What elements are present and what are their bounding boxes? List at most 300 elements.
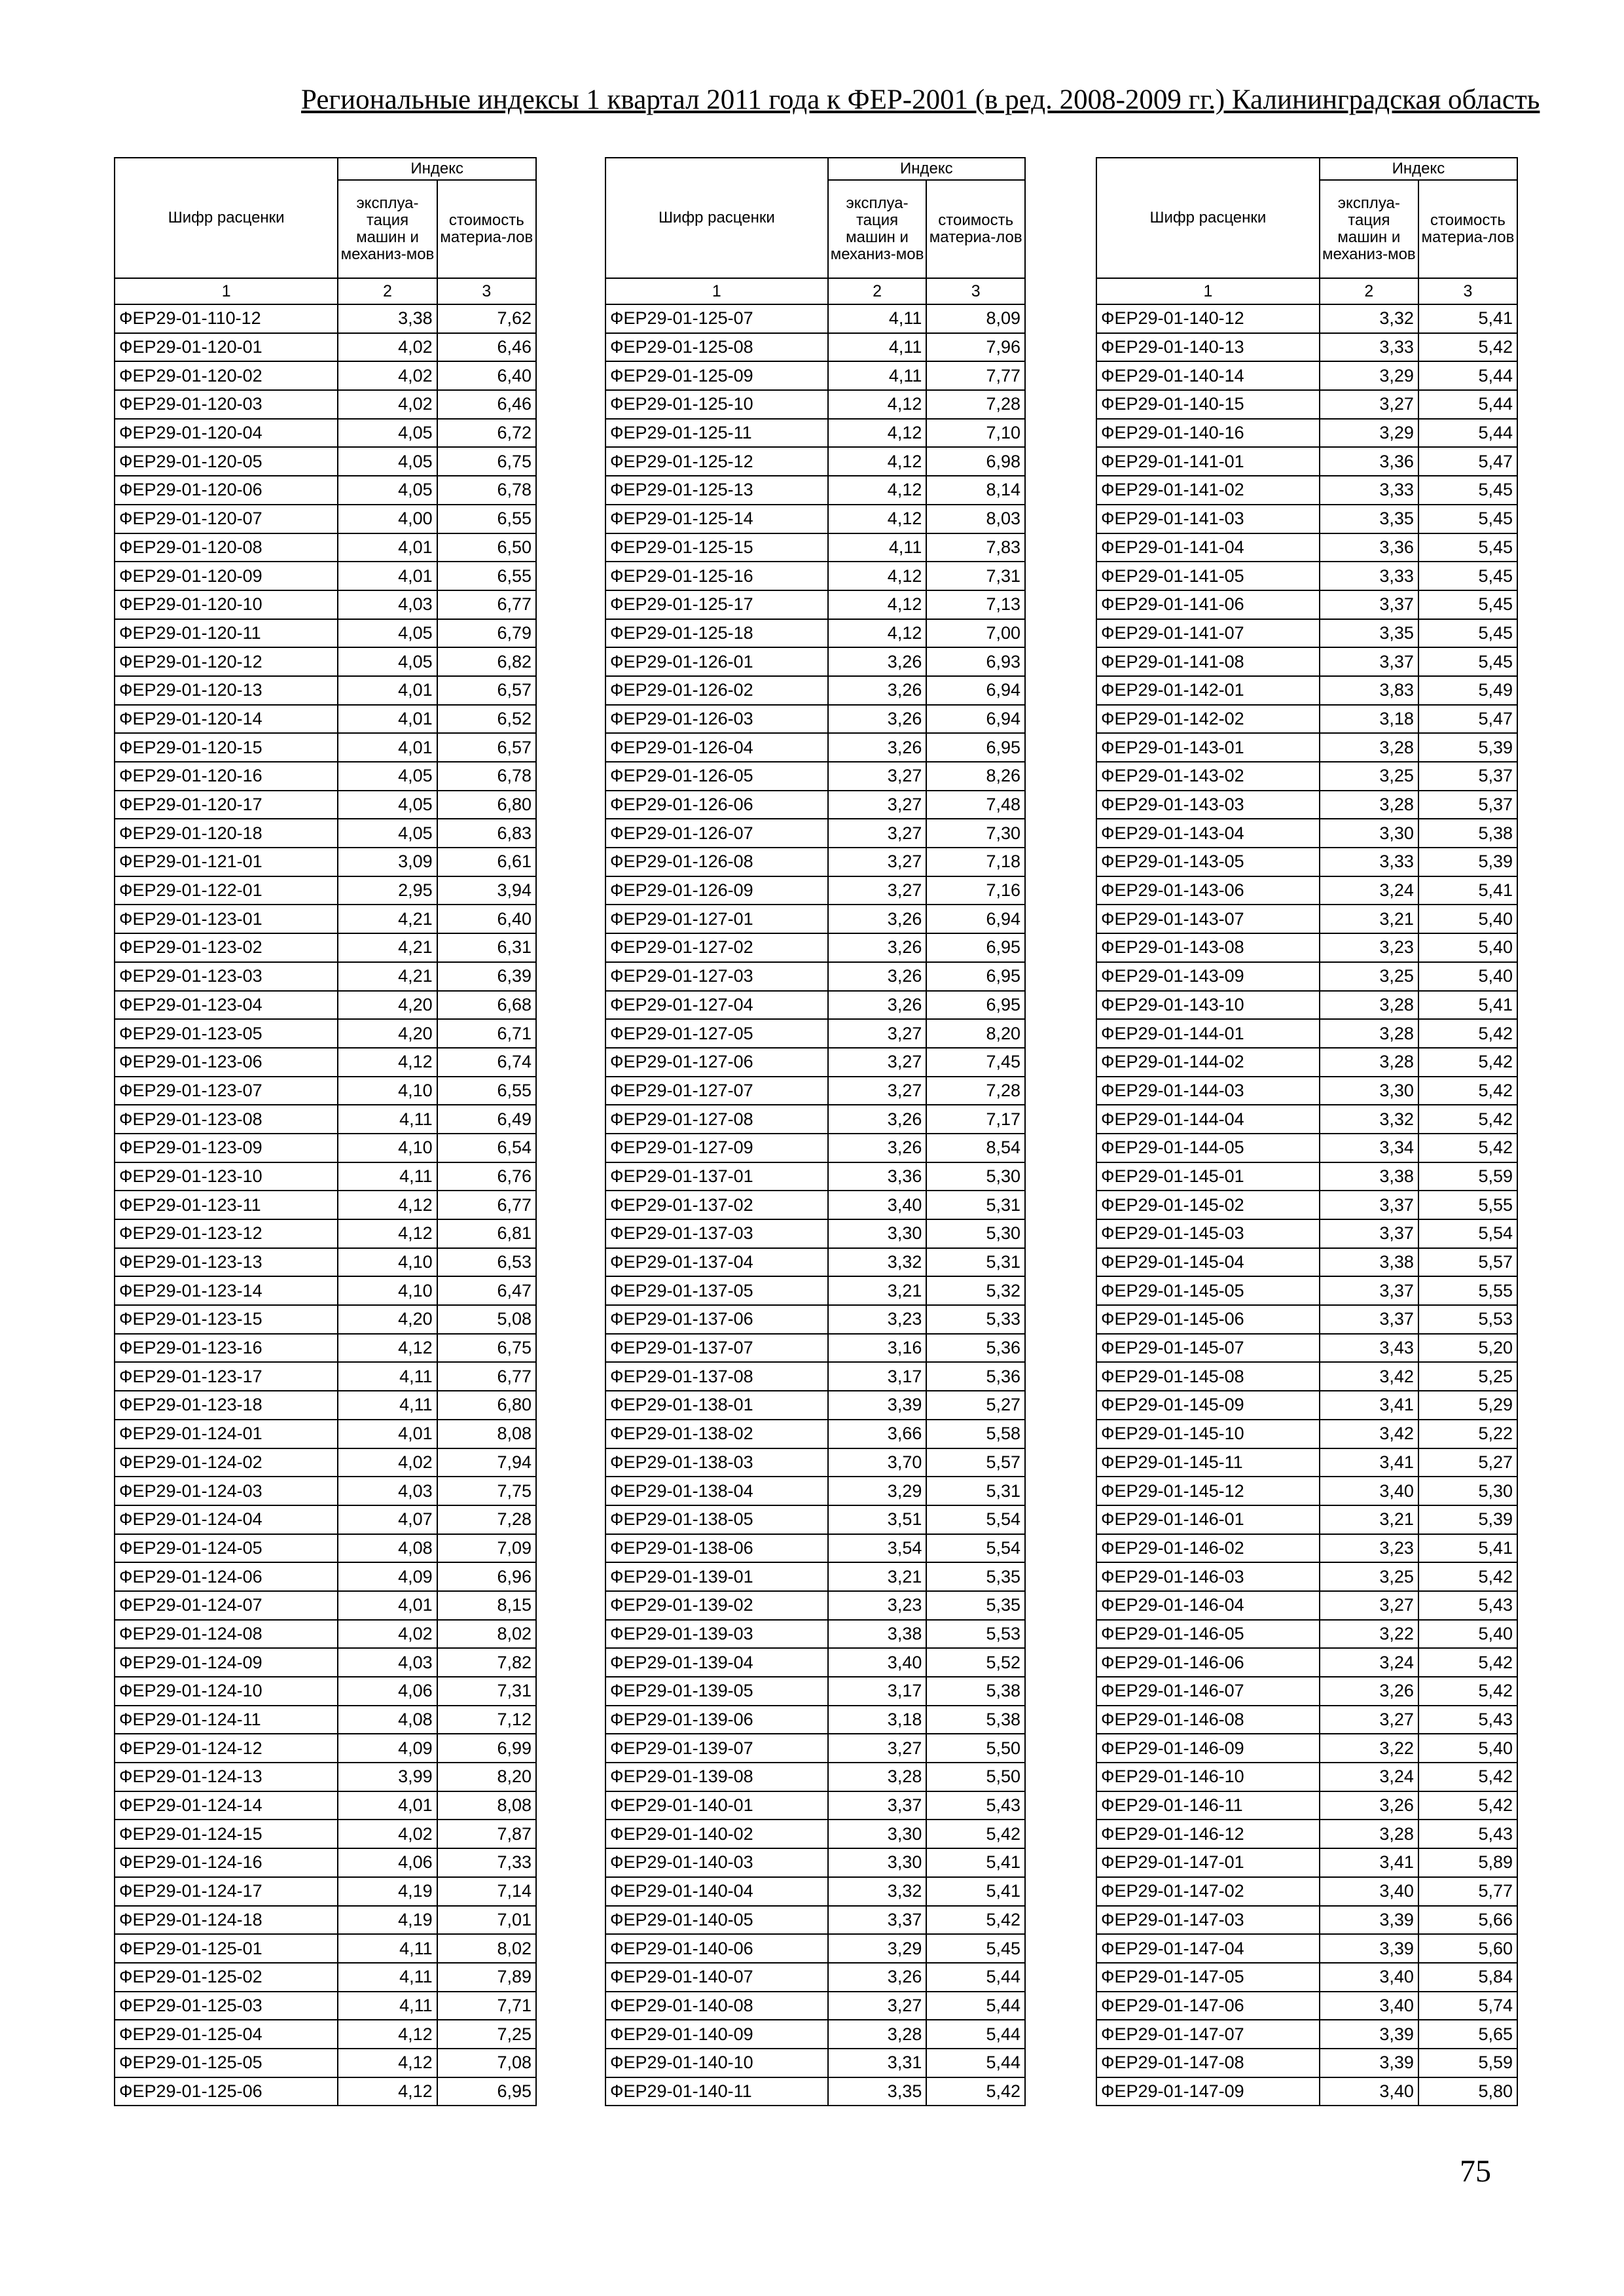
material-index-cell: 5,74: [1418, 1992, 1517, 2020]
rate-code-cell: ФЕР29-01-140-11: [605, 2077, 828, 2106]
machine-index-cell: 4,05: [338, 819, 437, 848]
machine-index-cell: 3,37: [1320, 1305, 1418, 1334]
machine-index-cell: 3,99: [338, 1763, 437, 1791]
machine-index-cell: 3,70: [828, 1448, 927, 1477]
machine-index-cell: 4,03: [338, 1648, 437, 1677]
material-index-cell: 7,30: [926, 819, 1025, 848]
rate-code-cell: ФЕР29-01-124-18: [115, 1906, 338, 1935]
table-row: [115, 1877, 536, 1906]
table-row: [605, 1820, 1025, 1848]
material-index-cell: 5,47: [1418, 705, 1517, 734]
table-row: [605, 762, 1025, 791]
rate-code-cell: ФЕР29-01-141-01: [1096, 447, 1320, 476]
machine-index-cell: 4,20: [338, 1019, 437, 1048]
page-title: Региональные индексы 1 квартал 2011 года к ФЕР-2001 (в ред. 2008-2009 гг.) Калининградская область: [301, 84, 1540, 115]
table-row: [1096, 905, 1517, 933]
rate-code-cell: ФЕР29-01-146-05: [1096, 1620, 1320, 1649]
rate-code-cell: ФЕР29-01-120-11: [115, 619, 338, 648]
table-row: [1096, 1191, 1517, 1219]
rate-code-cell: ФЕР29-01-140-03: [605, 1848, 828, 1877]
machine-index-cell: 4,21: [338, 905, 437, 933]
table-row: [115, 2077, 536, 2106]
table-row: [1096, 819, 1517, 848]
machine-index-cell: 3,24: [1320, 1763, 1418, 1791]
machine-index-cell: 4,07: [338, 1505, 437, 1534]
table-row: [115, 905, 536, 933]
material-index-cell: 5,38: [926, 1677, 1025, 1706]
material-index-cell: 5,44: [926, 1992, 1025, 2020]
material-index-cell: 5,39: [1418, 848, 1517, 876]
material-index-cell: 5,35: [926, 1591, 1025, 1620]
table-row: [115, 1534, 536, 1563]
table-row: [115, 505, 536, 533]
rate-code-cell: ФЕР29-01-123-05: [115, 1019, 338, 1048]
header-col-number: 1: [605, 278, 828, 304]
table-row: [1096, 1305, 1517, 1334]
material-index-cell: 6,77: [437, 1362, 536, 1391]
material-index-cell: 7,33: [437, 1848, 536, 1877]
table-row: [1096, 590, 1517, 619]
table-row: [605, 1134, 1025, 1162]
material-index-cell: 6,95: [926, 733, 1025, 762]
rate-code-cell: ФЕР29-01-137-02: [605, 1191, 828, 1219]
header-index: Индекс: [828, 158, 1025, 180]
table-row: [1096, 304, 1517, 333]
material-index-cell: 5,32: [926, 1276, 1025, 1305]
machine-index-cell: 4,05: [338, 476, 437, 505]
machine-index-cell: 3,28: [1320, 733, 1418, 762]
table-row: [605, 1620, 1025, 1649]
material-index-cell: 6,57: [437, 733, 536, 762]
rate-code-cell: ФЕР29-01-139-02: [605, 1591, 828, 1620]
machine-index-cell: 4,10: [338, 1134, 437, 1162]
rate-code-cell: ФЕР29-01-123-17: [115, 1362, 338, 1391]
table-row: [605, 733, 1025, 762]
table-row: [605, 1505, 1025, 1534]
machine-index-cell: 4,19: [338, 1877, 437, 1906]
material-index-cell: 6,94: [926, 905, 1025, 933]
machine-index-cell: 3,27: [828, 1992, 927, 2020]
rate-code-cell: ФЕР29-01-140-05: [605, 1906, 828, 1935]
rate-code-cell: ФЕР29-01-139-08: [605, 1763, 828, 1791]
rate-code-cell: ФЕР29-01-145-04: [1096, 1248, 1320, 1277]
machine-index-cell: 3,21: [828, 1562, 927, 1591]
table-row: [605, 1677, 1025, 1706]
rate-code-cell: ФЕР29-01-145-12: [1096, 1477, 1320, 1505]
machine-index-cell: 4,01: [338, 676, 437, 705]
material-index-cell: 7,01: [437, 1906, 536, 1935]
machine-index-cell: 3,23: [828, 1305, 927, 1334]
table-row: [1096, 705, 1517, 734]
table-row: [605, 647, 1025, 676]
machine-index-cell: 4,12: [828, 476, 927, 505]
machine-index-cell: 4,12: [338, 2020, 437, 2049]
machine-index-cell: 4,08: [338, 1706, 437, 1734]
machine-index-cell: 3,25: [1320, 762, 1418, 791]
header-col-number: 2: [1320, 278, 1418, 304]
rate-code-cell: ФЕР29-01-145-05: [1096, 1276, 1320, 1305]
material-index-cell: 5,57: [1418, 1248, 1517, 1277]
machine-index-cell: 3,22: [1320, 1734, 1418, 1763]
machine-index-cell: 4,01: [338, 705, 437, 734]
machine-index-cell: 3,37: [828, 1791, 927, 1820]
material-index-cell: 5,45: [1418, 505, 1517, 533]
machine-index-cell: 3,27: [1320, 1591, 1418, 1620]
machine-index-cell: 3,28: [1320, 991, 1418, 1020]
table-row: [1096, 1992, 1517, 2020]
rate-code-cell: ФЕР29-01-141-07: [1096, 619, 1320, 648]
material-index-cell: 5,65: [1418, 2020, 1517, 2049]
machine-index-cell: 3,30: [828, 1219, 927, 1248]
table-row: [605, 2020, 1025, 2049]
machine-index-cell: 3,23: [828, 1591, 927, 1620]
material-index-cell: 8,02: [437, 1620, 536, 1649]
material-index-cell: 5,29: [1418, 1391, 1517, 1420]
material-index-cell: 5,54: [926, 1534, 1025, 1563]
table-row: [1096, 1648, 1517, 1677]
machine-index-cell: 3,27: [828, 1734, 927, 1763]
machine-index-cell: 3,39: [1320, 2020, 1418, 2049]
rate-code-cell: ФЕР29-01-125-15: [605, 533, 828, 562]
rate-code-cell: ФЕР29-01-137-04: [605, 1248, 828, 1277]
material-index-cell: 6,99: [437, 1734, 536, 1763]
machine-index-cell: 3,51: [828, 1505, 927, 1534]
material-index-cell: 7,77: [926, 361, 1025, 390]
material-index-cell: 5,42: [1418, 1105, 1517, 1134]
material-index-cell: 6,93: [926, 647, 1025, 676]
header-col-number: 2: [338, 278, 437, 304]
material-index-cell: 7,87: [437, 1820, 536, 1848]
machine-index-cell: 4,01: [338, 1591, 437, 1620]
material-index-cell: 5,41: [1418, 991, 1517, 1020]
table-row: [1096, 476, 1517, 505]
material-index-cell: 6,78: [437, 476, 536, 505]
rate-code-cell: ФЕР29-01-146-12: [1096, 1820, 1320, 1848]
table-row: [115, 1162, 536, 1191]
rate-code-cell: ФЕР29-01-127-03: [605, 962, 828, 991]
table-row: [115, 1248, 536, 1277]
machine-index-cell: 4,02: [338, 333, 437, 362]
table-row: [115, 1305, 536, 1334]
material-index-cell: 6,54: [437, 1134, 536, 1162]
material-index-cell: 6,78: [437, 762, 536, 791]
rate-code-cell: ФЕР29-01-127-05: [605, 1019, 828, 1048]
material-index-cell: 6,83: [437, 819, 536, 848]
rate-code-cell: ФЕР29-01-125-04: [115, 2020, 338, 2049]
rate-code-cell: ФЕР29-01-141-06: [1096, 590, 1320, 619]
machine-index-cell: 3,26: [828, 733, 927, 762]
table-row: [605, 476, 1025, 505]
machine-index-cell: 3,35: [1320, 505, 1418, 533]
material-index-cell: 5,41: [1418, 1534, 1517, 1563]
material-index-cell: 5,45: [1418, 590, 1517, 619]
machine-index-cell: 3,40: [1320, 1992, 1418, 2020]
machine-index-cell: 3,43: [1320, 1334, 1418, 1363]
machine-index-cell: 3,27: [828, 819, 927, 848]
material-index-cell: 6,81: [437, 1219, 536, 1248]
material-index-cell: 5,42: [1418, 1048, 1517, 1077]
material-index-cell: 6,55: [437, 1077, 536, 1105]
table-row: [1096, 1077, 1517, 1105]
table-row: [115, 1591, 536, 1620]
table-row: [115, 848, 536, 876]
rate-code-cell: ФЕР29-01-120-13: [115, 676, 338, 705]
rate-code-cell: ФЕР29-01-127-09: [605, 1134, 828, 1162]
material-index-cell: 7,48: [926, 791, 1025, 819]
rate-code-cell: ФЕР29-01-139-06: [605, 1706, 828, 1734]
table-row: [1096, 1505, 1517, 1534]
material-index-cell: 5,33: [926, 1305, 1025, 1334]
material-index-cell: 5,40: [1418, 1734, 1517, 1763]
machine-index-cell: 3,38: [828, 1620, 927, 1649]
rate-code-cell: ФЕР29-01-120-14: [115, 705, 338, 734]
table-row: [1096, 1334, 1517, 1363]
table-row: [115, 1191, 536, 1219]
machine-index-cell: 4,01: [338, 562, 437, 590]
rate-code-cell: ФЕР29-01-139-04: [605, 1648, 828, 1677]
table-row: [605, 676, 1025, 705]
machine-index-cell: 4,01: [338, 533, 437, 562]
rate-code-cell: ФЕР29-01-140-13: [1096, 333, 1320, 362]
machine-index-cell: 3,39: [1320, 1934, 1418, 1963]
rate-code-cell: ФЕР29-01-120-04: [115, 419, 338, 448]
material-index-cell: 3,94: [437, 876, 536, 905]
table-row: [1096, 1162, 1517, 1191]
table-row: [1096, 1048, 1517, 1077]
machine-index-cell: 4,12: [338, 2049, 437, 2077]
rate-code-cell: ФЕР29-01-147-07: [1096, 2020, 1320, 2049]
table-row: [605, 1448, 1025, 1477]
table-row: [115, 361, 536, 390]
rate-code-cell: ФЕР29-01-140-02: [605, 1820, 828, 1848]
table-row: [1096, 991, 1517, 1020]
rate-code-cell: ФЕР29-01-123-08: [115, 1105, 338, 1134]
machine-index-cell: 3,27: [828, 876, 927, 905]
table-row: [1096, 361, 1517, 390]
machine-index-cell: 4,10: [338, 1276, 437, 1305]
material-index-cell: 5,60: [1418, 1934, 1517, 1963]
material-index-cell: 6,40: [437, 905, 536, 933]
rate-code-cell: ФЕР29-01-125-12: [605, 447, 828, 476]
rate-code-cell: ФЕР29-01-141-08: [1096, 647, 1320, 676]
machine-index-cell: 3,18: [828, 1706, 927, 1734]
table-row: [115, 419, 536, 448]
table-row: [1096, 733, 1517, 762]
material-index-cell: 6,77: [437, 1191, 536, 1219]
machine-index-cell: 4,20: [338, 991, 437, 1020]
material-index-cell: 8,26: [926, 762, 1025, 791]
table-row: [115, 1505, 536, 1534]
rate-code-cell: ФЕР29-01-126-06: [605, 791, 828, 819]
table-row: [115, 1677, 536, 1706]
table-row: [115, 1791, 536, 1820]
rate-code-cell: ФЕР29-01-137-05: [605, 1276, 828, 1305]
rate-code-cell: ФЕР29-01-140-09: [605, 2020, 828, 2049]
table-row: [1096, 2049, 1517, 2077]
material-index-cell: 6,53: [437, 1248, 536, 1277]
table-row: [115, 791, 536, 819]
rate-code-cell: ФЕР29-01-145-08: [1096, 1362, 1320, 1391]
machine-index-cell: 3,32: [1320, 304, 1418, 333]
material-index-cell: 5,41: [1418, 876, 1517, 905]
machine-index-cell: 4,11: [828, 533, 927, 562]
rate-code-cell: ФЕР29-01-125-02: [115, 1963, 338, 1992]
machine-index-cell: 4,21: [338, 933, 437, 962]
material-index-cell: 7,28: [926, 390, 1025, 419]
rate-code-cell: ФЕР29-01-146-01: [1096, 1505, 1320, 1534]
material-index-cell: 5,59: [1418, 2049, 1517, 2077]
rate-code-cell: ФЕР29-01-145-06: [1096, 1305, 1320, 1334]
table-row: [115, 1391, 536, 1420]
material-index-cell: 7,28: [437, 1505, 536, 1534]
material-index-cell: 5,66: [1418, 1906, 1517, 1935]
table-row: [115, 476, 536, 505]
material-index-cell: 7,09: [437, 1534, 536, 1563]
header-machines: эксплуа-тация машин и механиз-мов: [828, 180, 927, 278]
table-row: [115, 676, 536, 705]
rate-code-cell: ФЕР29-01-142-02: [1096, 705, 1320, 734]
machine-index-cell: 3,21: [828, 1276, 927, 1305]
material-index-cell: 5,42: [1418, 1019, 1517, 1048]
rate-code-cell: ФЕР29-01-120-01: [115, 333, 338, 362]
rate-code-cell: ФЕР29-01-127-02: [605, 933, 828, 962]
material-index-cell: 6,75: [437, 1334, 536, 1363]
index-table-3: [1096, 157, 1518, 2106]
table-row: [605, 905, 1025, 933]
material-index-cell: 6,77: [437, 590, 536, 619]
material-index-cell: 6,46: [437, 333, 536, 362]
rate-code-cell: ФЕР29-01-138-02: [605, 1420, 828, 1448]
table-row: [605, 2049, 1025, 2077]
rate-code-cell: ФЕР29-01-127-04: [605, 991, 828, 1020]
rate-code-cell: ФЕР29-01-141-03: [1096, 505, 1320, 533]
material-index-cell: 6,68: [437, 991, 536, 1020]
table-row: [115, 1276, 536, 1305]
table-row: [115, 1848, 536, 1877]
rate-code-cell: ФЕР29-01-120-17: [115, 791, 338, 819]
machine-index-cell: 3,26: [828, 647, 927, 676]
table-row: [1096, 333, 1517, 362]
rate-code-cell: ФЕР29-01-120-08: [115, 533, 338, 562]
table-row: [115, 1448, 536, 1477]
machine-index-cell: 4,02: [338, 1448, 437, 1477]
rate-code-cell: ФЕР29-01-142-01: [1096, 676, 1320, 705]
rate-code-cell: ФЕР29-01-143-08: [1096, 933, 1320, 962]
rate-code-cell: ФЕР29-01-140-14: [1096, 361, 1320, 390]
machine-index-cell: 4,19: [338, 1906, 437, 1935]
rate-code-cell: ФЕР29-01-144-04: [1096, 1105, 1320, 1134]
rate-code-cell: ФЕР29-01-125-05: [115, 2049, 338, 2077]
machine-index-cell: 4,11: [828, 333, 927, 362]
table-row: [605, 1162, 1025, 1191]
machine-index-cell: 3,31: [828, 2049, 927, 2077]
machine-index-cell: 4,01: [338, 1420, 437, 1448]
material-index-cell: 6,55: [437, 562, 536, 590]
table-row: [605, 304, 1025, 333]
rate-code-cell: ФЕР29-01-124-07: [115, 1591, 338, 1620]
machine-index-cell: 4,05: [338, 619, 437, 648]
table-row: [605, 1791, 1025, 1820]
table-row: [605, 1562, 1025, 1591]
table-row: [1096, 791, 1517, 819]
rate-code-cell: ФЕР29-01-146-09: [1096, 1734, 1320, 1763]
rate-code-cell: ФЕР29-01-145-11: [1096, 1448, 1320, 1477]
table-row: [1096, 1105, 1517, 1134]
material-index-cell: 5,42: [1418, 1648, 1517, 1677]
material-index-cell: 6,95: [926, 962, 1025, 991]
machine-index-cell: 4,06: [338, 1677, 437, 1706]
rate-code-cell: ФЕР29-01-140-04: [605, 1877, 828, 1906]
material-index-cell: 6,79: [437, 619, 536, 648]
machine-index-cell: 3,39: [1320, 2049, 1418, 2077]
rate-code-cell: ФЕР29-01-144-01: [1096, 1019, 1320, 1048]
machine-index-cell: 3,37: [1320, 590, 1418, 619]
material-index-cell: 7,31: [926, 562, 1025, 590]
table-row: [605, 447, 1025, 476]
machine-index-cell: 3,27: [828, 848, 927, 876]
machine-index-cell: 3,33: [1320, 333, 1418, 362]
material-index-cell: 5,41: [1418, 304, 1517, 333]
rate-code-cell: ФЕР29-01-140-15: [1096, 390, 1320, 419]
table-row: [115, 991, 536, 1020]
table-row: [1096, 419, 1517, 448]
table-row: [115, 933, 536, 962]
rate-code-cell: ФЕР29-01-140-08: [605, 1992, 828, 2020]
rate-code-cell: ФЕР29-01-123-13: [115, 1248, 338, 1277]
rate-code-cell: ФЕР29-01-126-02: [605, 676, 828, 705]
machine-index-cell: 3,29: [828, 1934, 927, 1963]
material-index-cell: 7,12: [437, 1706, 536, 1734]
material-index-cell: 7,94: [437, 1448, 536, 1477]
machine-index-cell: 4,01: [338, 733, 437, 762]
rate-code-cell: ФЕР29-01-125-03: [115, 1992, 338, 2020]
rate-code-cell: ФЕР29-01-120-18: [115, 819, 338, 848]
material-index-cell: 7,10: [926, 419, 1025, 448]
rate-code-cell: ФЕР29-01-121-01: [115, 848, 338, 876]
rate-code-cell: ФЕР29-01-143-05: [1096, 848, 1320, 876]
table-row: [115, 1048, 536, 1077]
material-index-cell: 5,22: [1418, 1420, 1517, 1448]
rate-code-cell: ФЕР29-01-143-04: [1096, 819, 1320, 848]
table-row: [605, 1934, 1025, 1963]
material-index-cell: 6,95: [437, 2077, 536, 2106]
table-row: [1096, 848, 1517, 876]
header-code: Шифр расценки: [1096, 158, 1320, 278]
machine-index-cell: 3,42: [1320, 1362, 1418, 1391]
rate-code-cell: ФЕР29-01-144-05: [1096, 1134, 1320, 1162]
rate-code-cell: ФЕР29-01-123-04: [115, 991, 338, 1020]
machine-index-cell: 3,26: [828, 991, 927, 1020]
rate-code-cell: ФЕР29-01-124-14: [115, 1791, 338, 1820]
rate-code-cell: ФЕР29-01-123-14: [115, 1276, 338, 1305]
rate-code-cell: ФЕР29-01-143-02: [1096, 762, 1320, 791]
rate-code-cell: ФЕР29-01-137-01: [605, 1162, 828, 1191]
table-row: [1096, 1706, 1517, 1734]
machine-index-cell: 3,35: [1320, 619, 1418, 648]
material-index-cell: 7,71: [437, 1992, 536, 2020]
material-index-cell: 5,37: [1418, 791, 1517, 819]
index-table-1: [114, 157, 537, 2106]
material-index-cell: 6,49: [437, 1105, 536, 1134]
material-index-cell: 5,42: [1418, 1763, 1517, 1791]
material-index-cell: 6,72: [437, 419, 536, 448]
material-index-cell: 5,50: [926, 1763, 1025, 1791]
table-row: [115, 619, 536, 648]
material-index-cell: 6,95: [926, 991, 1025, 1020]
rate-code-cell: ФЕР29-01-124-16: [115, 1848, 338, 1877]
table-row: [115, 733, 536, 762]
machine-index-cell: 3,21: [1320, 1505, 1418, 1534]
